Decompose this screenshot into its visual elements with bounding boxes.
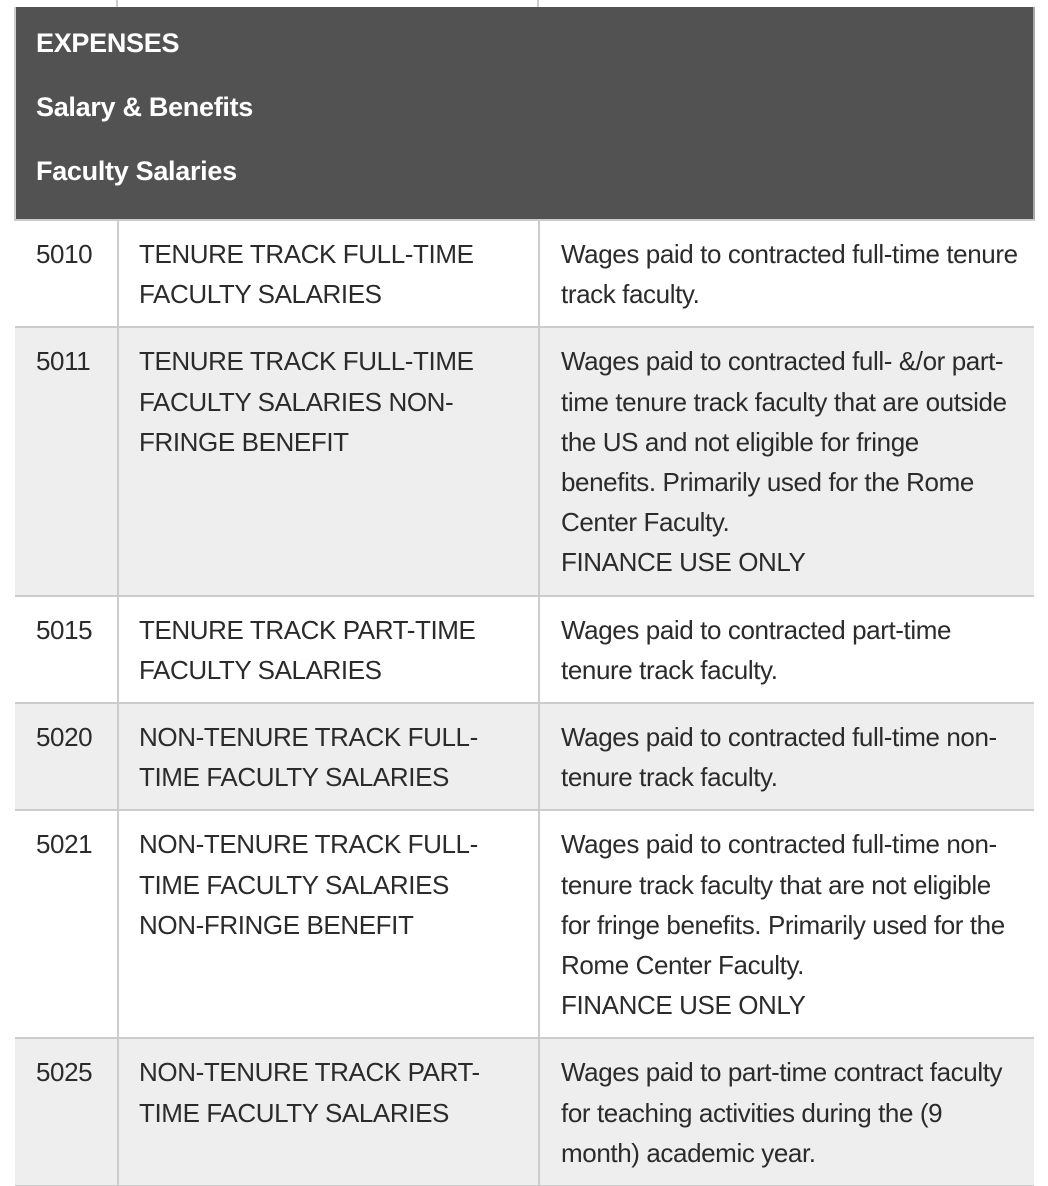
account-code: 5025 — [15, 1038, 118, 1186]
table-row — [15, 703, 1034, 810]
subcategory-heading: Salary & Benefits — [36, 92, 253, 122]
account-description — [539, 220, 1034, 327]
account-name: TENURE TRACK FULL-TIME FACULTY SALARIES — [118, 220, 539, 327]
account-name: TENURE TRACK FULL-TIME FACULTY SALARIES NON-FRINGE BENEFIT — [118, 327, 539, 595]
table-row — [15, 596, 1034, 703]
chart-of-accounts-table — [14, 7, 1035, 1186]
table-row — [15, 220, 1034, 327]
account-code: 5011 — [15, 327, 118, 595]
column-divider — [537, 0, 539, 7]
description-text: Wages paid to contracted full-time non-tenure track faculty. — [561, 722, 997, 793]
account-description — [539, 810, 1034, 1038]
table-row — [15, 327, 1034, 595]
account-name: NON-TENURE TRACK PART-TIME FACULTY SALARIES — [118, 1038, 539, 1186]
table-row — [15, 1038, 1034, 1186]
table-row — [15, 810, 1034, 1038]
description-text: Wages paid to contracted part-time tenure track faculty. — [561, 614, 952, 685]
account-code: 5015 — [15, 596, 118, 703]
account-name: NON-TENURE TRACK FULL-TIME FACULTY SALARIES NON-FRINGE BENEFIT — [118, 810, 539, 1038]
section-header — [15, 7, 1034, 220]
account-description — [539, 1038, 1034, 1186]
account-description — [539, 703, 1034, 810]
description-note: FINANCE USE ONLY — [561, 547, 806, 578]
account-code: 5020 — [15, 703, 118, 810]
description-text: Wages paid to contracted full-time non-tenure track faculty that are not eligible for fringe benefits. Primarily used for the Rome Center Faculty. — [561, 829, 1005, 981]
category-heading: EXPENSES — [36, 28, 180, 58]
account-name: NON-TENURE TRACK FULL-TIME FACULTY SALARIES — [118, 703, 539, 810]
column-divider — [116, 0, 118, 7]
group-heading: Faculty Salaries — [36, 156, 237, 186]
description-text: Wages paid to part-time contract faculty for teaching activities during the (9 month) academic year. — [561, 1057, 1003, 1168]
description-text: Wages paid to contracted full-time tenure track faculty. — [561, 239, 1018, 310]
description-note: FINANCE USE ONLY — [561, 990, 806, 1021]
account-description — [539, 327, 1034, 595]
account-code: 5010 — [15, 220, 118, 327]
description-text: Wages paid to contracted full- &/or part-time tenure track faculty that are outside the US and not eligible for fringe benefits. Primarily used for the Rome Center Faculty. — [561, 346, 1007, 538]
chart-of-accounts-table-wrapper — [14, 7, 1033, 1186]
account-description — [539, 596, 1034, 703]
account-code: 5021 — [15, 810, 118, 1038]
section-header-row — [15, 7, 1034, 220]
account-name: TENURE TRACK PART-TIME FACULTY SALARIES — [118, 596, 539, 703]
